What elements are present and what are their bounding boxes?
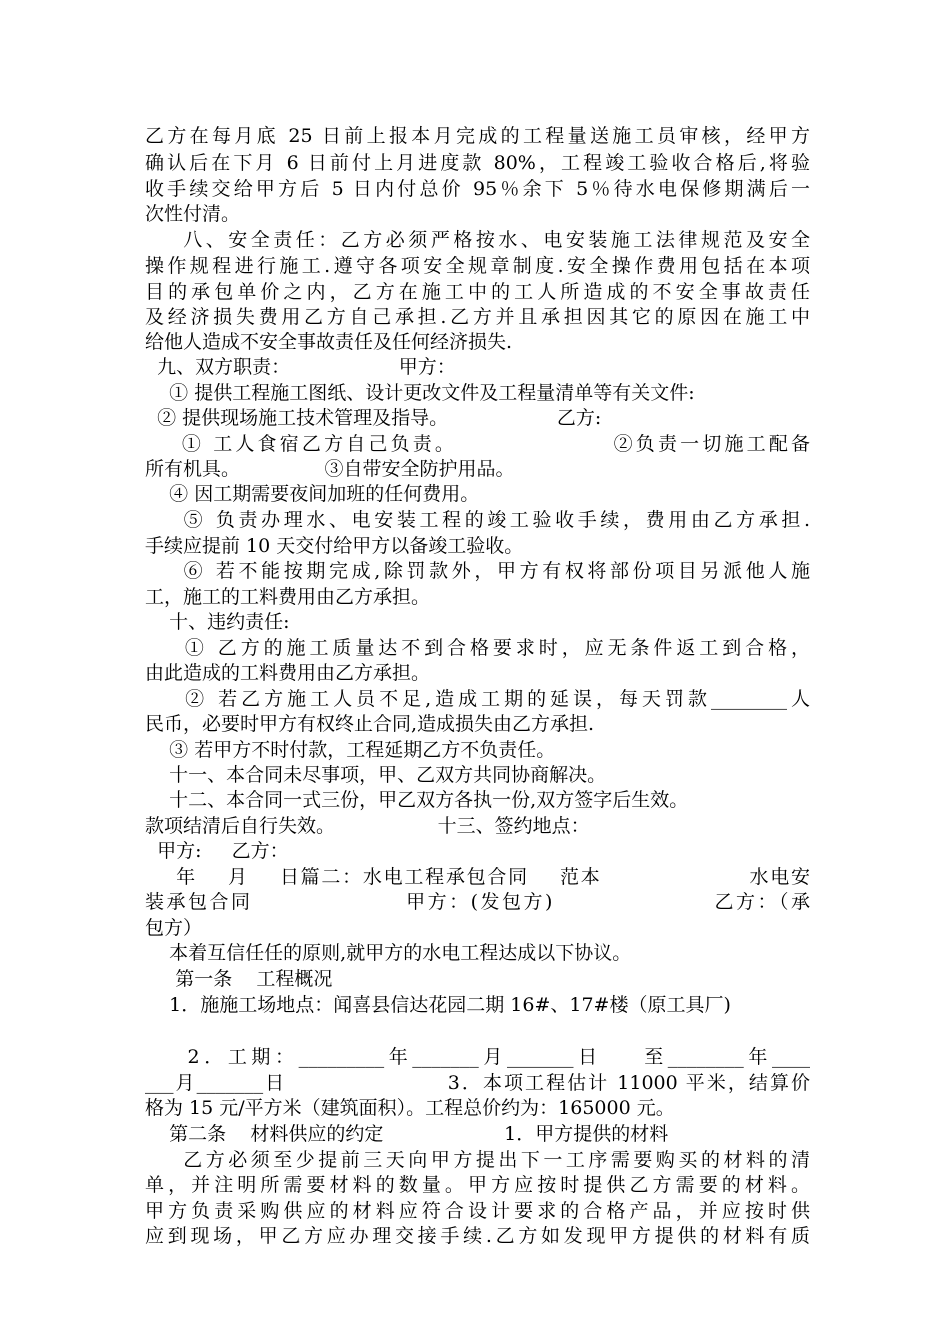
text-line: 八、安全责任：乙方必须严格按水、电安装施工法律规范及安全 bbox=[145, 229, 810, 251]
text-line: 所有机具。 ③自带安全防护用品。 bbox=[145, 458, 515, 480]
text-line: 单，并注明所需要材料的数量。甲方应按时提供乙方需要的材料。 bbox=[145, 1174, 810, 1196]
text-line: 年 月 日篇二：水电工程承包合同 范本 水电安 bbox=[145, 866, 810, 888]
text-line: ⑥ 若不能按期完成,除罚款外，甲方有权将部份项目另派他人施 bbox=[145, 560, 810, 582]
text-line: ④ 因工期需要夜间加班的任何费用。 bbox=[145, 483, 480, 505]
text-line: 1．施施工场地点：闻喜县信达花园二期 16#、17#楼（原工具厂) bbox=[145, 994, 731, 1016]
text-line: 2．工期：_________年_______月_______日 至________年____ bbox=[145, 1046, 810, 1068]
text-line: 由此造成的工料费用由乙方承担。 bbox=[145, 662, 431, 684]
text-line: 甲方: 乙方： bbox=[145, 840, 289, 862]
text-line: 装承包合同 甲方：(发包方) 乙方：（承 bbox=[145, 891, 810, 913]
text-line: ① 提供工程施工图纸、设计更改文件及工程量清单等有关文件: bbox=[145, 382, 695, 404]
text-line: ⑤ 负责办理水、电安装工程的竣工验收手续，费用由乙方承担. bbox=[145, 509, 810, 531]
text-line: ② 提供现场施工技术管理及指导。 乙方: bbox=[145, 407, 602, 429]
text-line: 甲方负责采购供应的材料应符合设计要求的合格产品，并应按时供 bbox=[145, 1200, 810, 1222]
text-line: 收手续交给甲方后 5 日内付总价 95％余下 5％待水电保修期满后一 bbox=[145, 178, 810, 200]
text-line: 确认后在下月 6 日前付上月进度款 80%，工程竣工验收合格后,将验 bbox=[145, 152, 810, 174]
text-line: 手续应提前 10 天交付给甲方以备竣工验收。 bbox=[145, 535, 524, 557]
text-line: ___月_______日 3．本项工程估计 11000 平米，结算价 bbox=[145, 1072, 810, 1094]
text-line: 第一条 工程概况 bbox=[145, 968, 333, 990]
text-line: 及经济损失费用乙方自己承担.乙方并且承担因其它的原因在施工中 bbox=[145, 306, 810, 328]
text-line: 本着互信任任的原则,就甲方的水电工程达成以下协议。 bbox=[145, 942, 632, 964]
text-line: 十、违约责任: bbox=[145, 611, 290, 633]
text-line: ① 工人食宿乙方自己负责。 ②负责一切施工配备 bbox=[145, 433, 810, 455]
text-line: 第二条 材料供应的约定 1．甲方提供的材料 bbox=[145, 1123, 669, 1145]
text-line: 乙方在每月底 25 日前上报本月完成的工程量送施工员审核，经甲方 bbox=[145, 125, 810, 147]
text-line: 次性付清。 bbox=[145, 203, 241, 225]
text-line: 操作规程进行施工.遵守各项安全规章制度.安全操作费用包括在本项 bbox=[145, 255, 810, 277]
text-line: 包方） bbox=[145, 917, 203, 939]
text-line bbox=[145, 1018, 810, 1044]
text-line: 工，施工的工料费用由乙方承担。 bbox=[145, 586, 431, 608]
text-line: 民币，必要时甲方有权终止合同,造成损失由乙方承担. bbox=[145, 713, 595, 735]
text-line: 十二、本合同一式三份，甲乙双方各执一份,双方签字后生效。 bbox=[145, 789, 689, 811]
text-line: 九、双方职责： 甲方： bbox=[145, 356, 456, 378]
text-line: 给他人造成不安全事故责任及任何经济损失. bbox=[145, 331, 513, 353]
text-line: 十一、本合同未尽事项，甲、乙双方共同协商解决。 bbox=[145, 764, 607, 786]
text-line: 乙方必须至少提前三天向甲方提出下一工序需要购买的材料的清 bbox=[145, 1149, 810, 1171]
text-line: 目的承包单价之内，乙方在施工中的工人所造成的不安全事故责任 bbox=[145, 281, 810, 303]
text-line: ③ 若甲方不时付款，工程延期乙方不负责任。 bbox=[145, 739, 556, 761]
text-line: ① 乙方的施工质量达不到合格要求时，应无条件返工到合格， bbox=[145, 637, 810, 659]
text-line: 应到现场，甲乙方应办理交接手续.乙方如发现甲方提供的材料有质 bbox=[145, 1225, 810, 1247]
text-line: ② 若乙方施工人员不足,造成工期的延误，每天罚款________人 bbox=[145, 688, 810, 710]
text-line: 格为 15 元/平方米（建筑面积）。工程总价约为：165000 元。 bbox=[145, 1097, 675, 1119]
text-line: 款项结清后自行失效。 十三、签约地点： bbox=[145, 815, 590, 837]
